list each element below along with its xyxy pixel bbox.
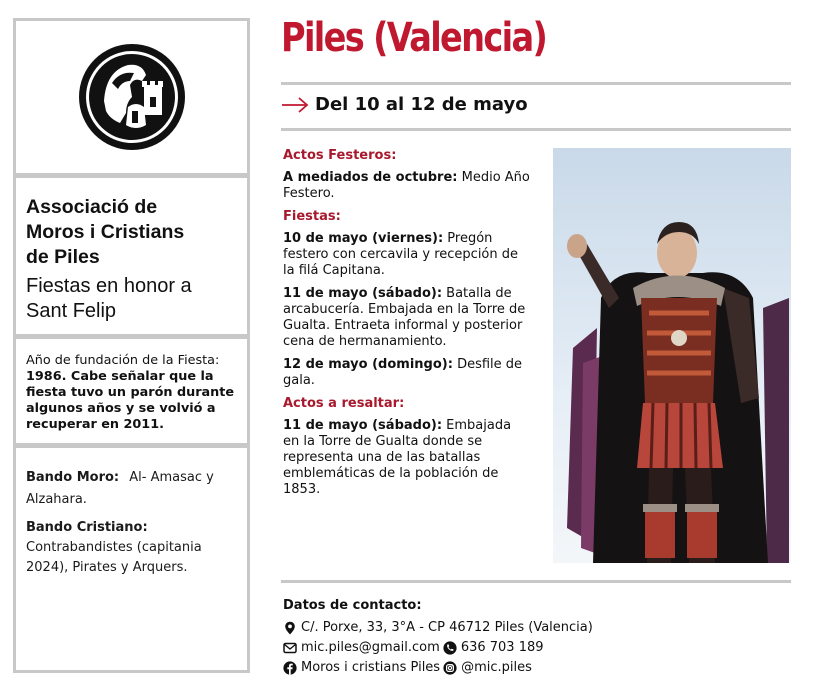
facebook-icon	[283, 661, 297, 675]
program-entry: 12 de mayo (domingo): Desfile de gala.	[283, 357, 523, 388]
divider	[281, 128, 791, 131]
contact-instagram[interactable]: @mic.piles	[461, 660, 532, 675]
association-box	[13, 175, 250, 337]
actos-festeros-heading: Actos Festeros:	[283, 148, 397, 163]
association-name: Associació de Moros i Cristians de Piles	[26, 196, 185, 268]
founded-value: 1986. Cabe señalar que la fiesta tuvo un parón durante algunos años y se volvió a recuperar en 2011.	[26, 369, 235, 432]
dates-row	[281, 94, 528, 115]
association-logo	[76, 41, 188, 153]
contact-facebook[interactable]: Moros i cristians Piles	[301, 660, 441, 675]
bando-cristiano	[26, 518, 237, 578]
fiestas-honor: Fiestas en honor a Sant Felip	[26, 275, 192, 322]
festero-photo	[553, 148, 791, 563]
resaltar-heading: Actos a resaltar:	[283, 396, 405, 411]
fiestas-heading: Fiestas:	[283, 209, 341, 224]
founded-box	[13, 336, 250, 446]
contact-phone[interactable]: 636 703 189	[460, 640, 544, 655]
bando-cristiano-text: Contrabandistes (capitania 2024), Pirates y Arquers.	[26, 540, 202, 575]
phone-icon	[443, 641, 457, 655]
founded-text	[26, 353, 237, 433]
bando-cristiano-label: Bando Cristiano:	[26, 520, 148, 535]
divider	[281, 580, 791, 583]
email-icon	[283, 641, 297, 655]
divider	[281, 82, 791, 85]
contact-email[interactable]: mic.piles@gmail.com	[301, 640, 440, 655]
program-entry: 11 de mayo (sábado): Embajada en la Torre de Gualta donde se representa una de las batallas emblemáticas de la población de 1853.	[283, 418, 512, 497]
location-pin-icon	[283, 621, 297, 635]
program	[283, 148, 531, 505]
bando-moro-label: Bando Moro:	[26, 470, 120, 485]
program-entry: A mediados de octubre: Medio Año Festero.	[283, 170, 530, 201]
town-title: Piles (Valencia)	[281, 15, 547, 61]
contact-section	[283, 596, 793, 678]
bando-moro	[26, 466, 237, 510]
bando-moro-text: Al- Amasac y Alzahara.	[26, 470, 214, 507]
founded-label: Año de fundación de la Fiesta:	[26, 353, 220, 368]
contact-email-line	[283, 638, 793, 658]
instagram-icon	[443, 661, 457, 675]
contact-address: C/. Porxe, 33, 3°A - CP 46712 Piles (Valencia)	[301, 620, 593, 635]
festival-dates: Del 10 al 12 de mayo	[315, 94, 528, 115]
contact-title: Datos de contacto:	[283, 598, 422, 613]
program-entry: 11 de mayo (sábado): Batalla de arcabucería. Embajada en la Torre de Gualta. Entraeta informal y posterior cena de hermanamiento.	[283, 286, 526, 349]
logo-box	[13, 18, 250, 176]
contact-address-line	[283, 618, 793, 638]
bandos-box	[13, 445, 250, 673]
program-entry: 10 de mayo (viernes): Pregón festero con cercavila y recepción de la filá Capitana.	[283, 231, 519, 278]
contact-social-line	[283, 658, 793, 678]
arrow-right-icon	[281, 97, 309, 113]
